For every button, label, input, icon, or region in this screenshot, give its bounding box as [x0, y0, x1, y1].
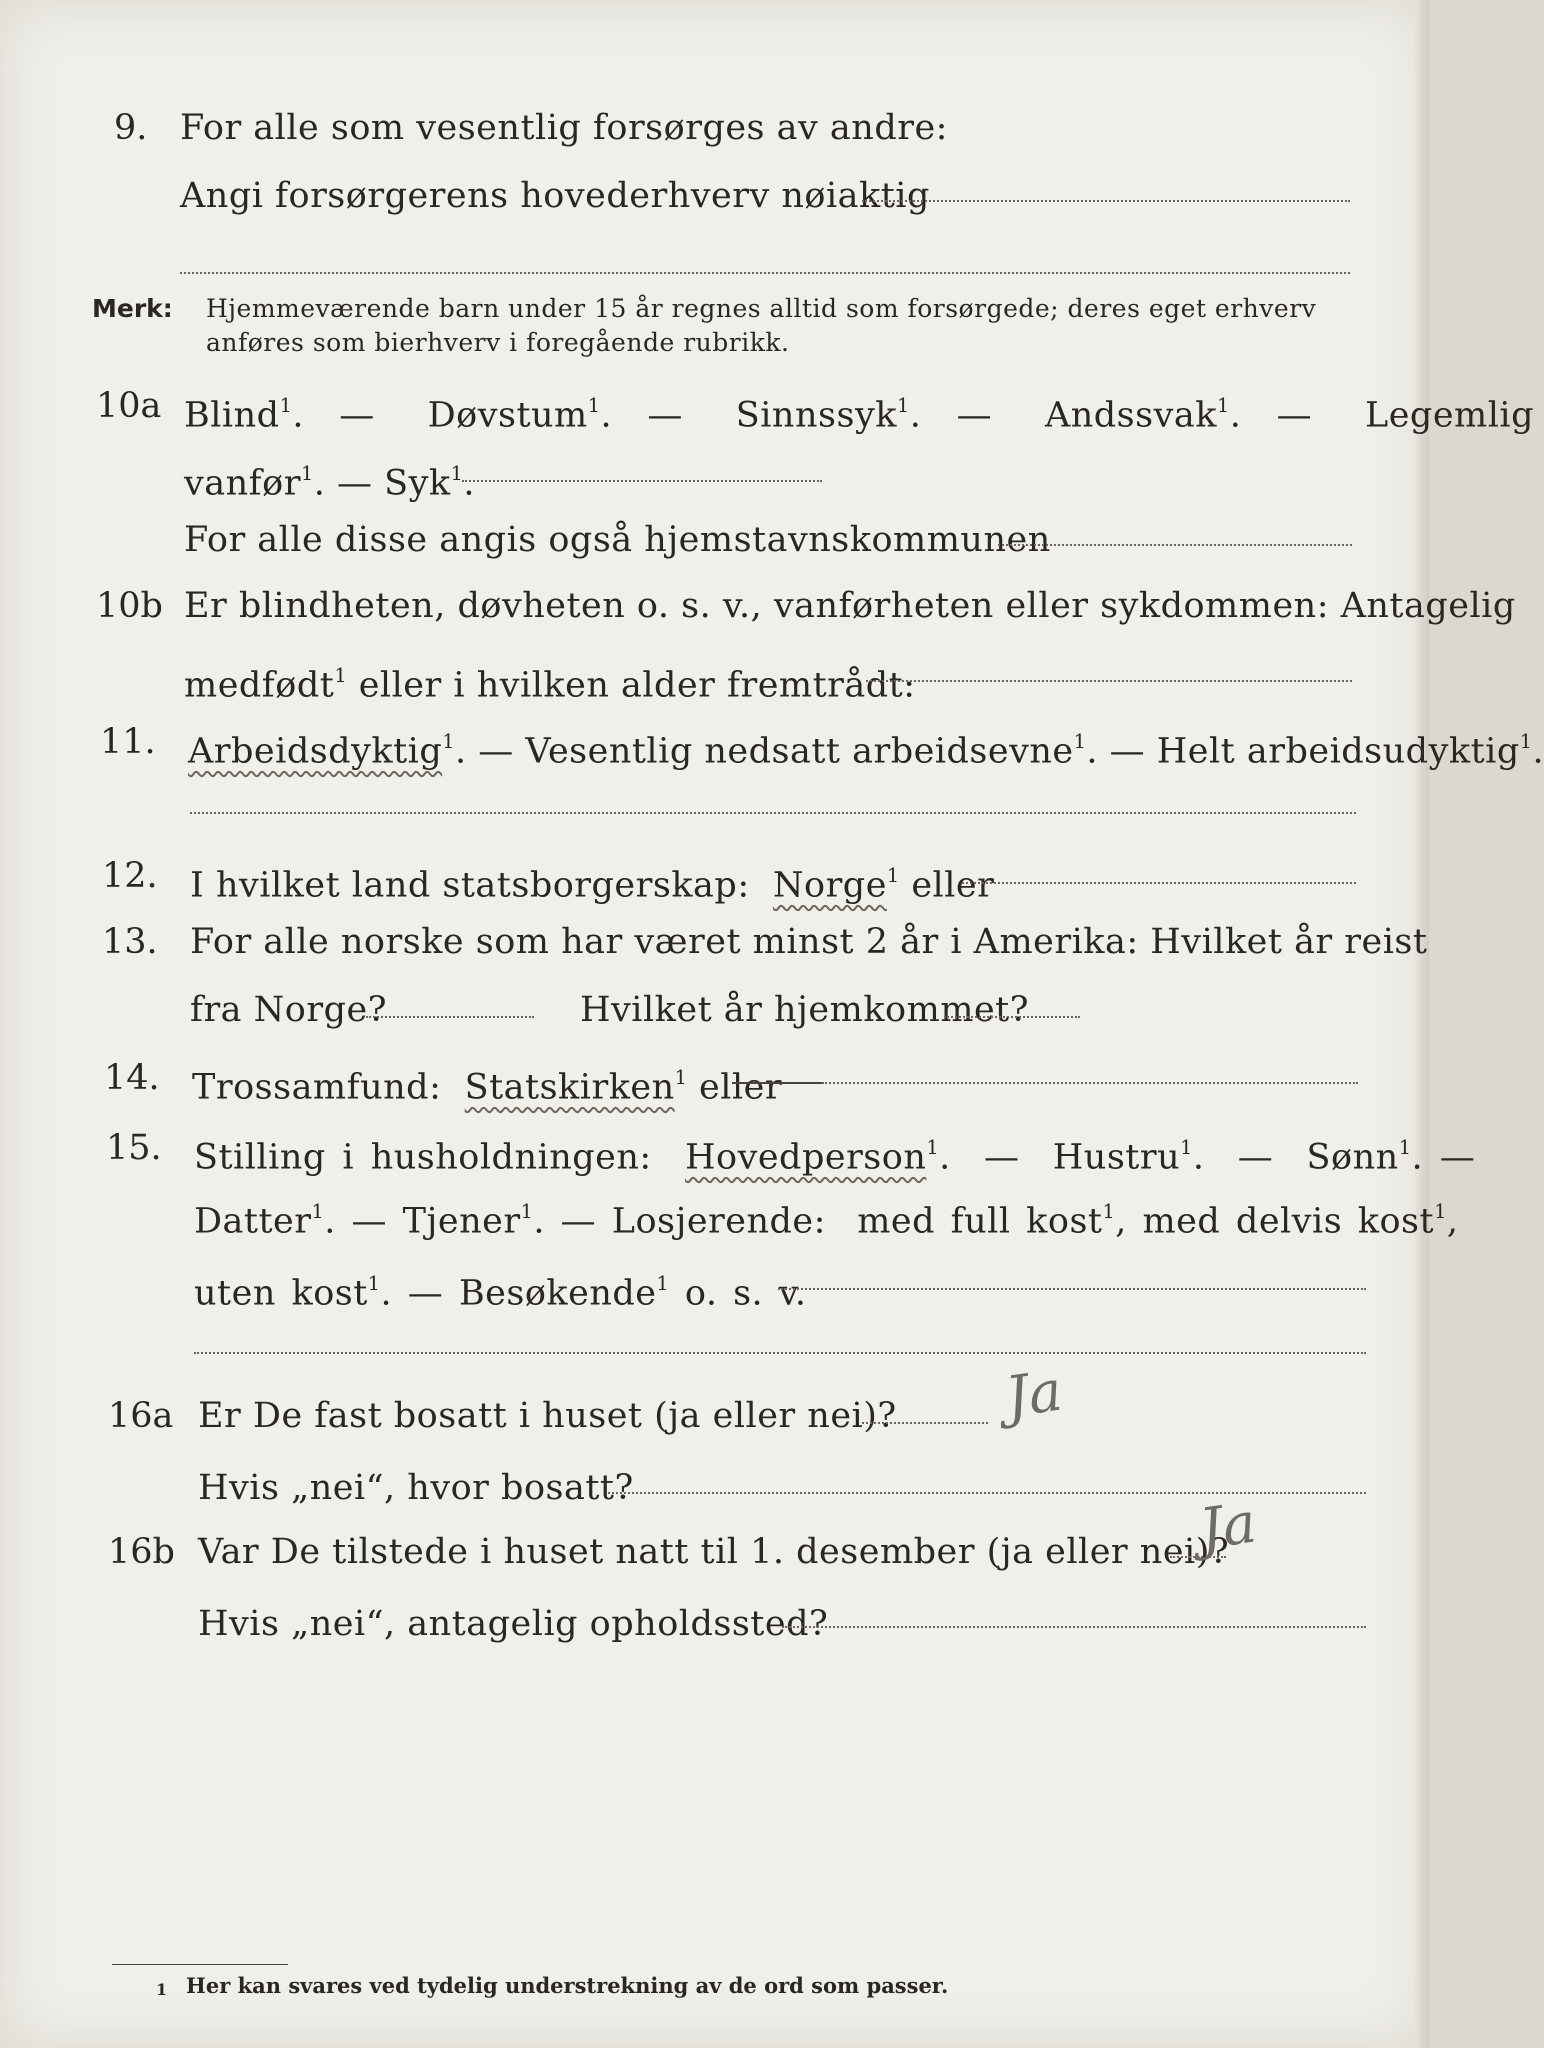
option-utenkost[interactable]: uten kost [194, 1273, 368, 1314]
q12-number: 12. [102, 856, 158, 896]
q10a-line2: vanfør$^1$. — Syk$^1$. [184, 462, 475, 504]
option-dovstum[interactable]: Døvstum [427, 395, 588, 436]
page-edge [1415, 0, 1429, 2048]
q16b-line2: Hvis „nei“, antagelig opholdssted? [198, 1604, 829, 1644]
option-legemlig[interactable]: Legemlig [1364, 395, 1535, 436]
merk-line1: Hjemmeværende barn under 15 år regnes alltid som forsørgede; deres eget erhverv [206, 294, 1317, 323]
option-arbeidsdyktig[interactable]: Arbeidsdyktig [188, 731, 443, 772]
footnote-rule [112, 1964, 288, 1965]
q16a-answer-line[interactable] [862, 1422, 988, 1424]
option-norge[interactable]: Norge [772, 865, 887, 906]
merk-line2: anføres som bierhverv i foregående rubrikk. [206, 328, 790, 357]
option-statskirken[interactable]: Statskirken [464, 1067, 675, 1108]
q9-line2: Angi forsørgerens hovederhverv nøiaktig [180, 176, 930, 216]
q9-line1: For alle som vesentlig forsørges av andre: [180, 108, 948, 148]
q13-fra-line[interactable] [366, 1016, 534, 1018]
q16b-number: 16b [108, 1532, 175, 1572]
q9-answer-line[interactable] [862, 200, 1350, 202]
q15-line2: Datter$^1$. — Tjener$^1$. — Losjerende: med full kost$^1$, med delvis kost$^1$, [194, 1200, 1459, 1242]
q14-line1: Trossamfund: Statskirken$^1$ eller [192, 1066, 783, 1108]
q13-fra: fra Norge? [190, 990, 387, 1030]
q14-number: 14. [104, 1058, 160, 1098]
q15-line1: Stilling i husholdningen: Hovedperson$^1$. — Hustru$^1$. — Sønn$^1$. — [194, 1136, 1476, 1178]
q14-answer-line[interactable] [822, 1082, 1358, 1084]
q10a-syk-line[interactable] [462, 480, 822, 482]
q13-number: 13. [102, 922, 158, 962]
option-vesentlig[interactable]: — Vesentlig nedsatt arbeidsevne [478, 731, 1074, 772]
q15-answer-line[interactable] [778, 1288, 1366, 1290]
option-hovedperson[interactable]: Hovedperson [684, 1137, 927, 1178]
q12-line1: I hvilket land statsborgerskap: Norge$^1$ eller [190, 864, 995, 906]
merk-label: Merk: [92, 294, 173, 323]
option-besokende[interactable]: Besøkende [458, 1273, 657, 1314]
q10b-answer-line[interactable] [866, 680, 1352, 682]
option-sonn[interactable]: Sønn [1306, 1137, 1399, 1178]
q16a-line1: Er De fast bosatt i huset (ja eller nei)? [198, 1396, 897, 1436]
q9-answer-line-2[interactable] [180, 272, 1350, 274]
q16a-handwritten-answer: Ja [1001, 1358, 1067, 1431]
q9-number: 9. [114, 108, 148, 148]
q10a-line3: For alle disse angis også hjemstavnskommunen [184, 520, 1051, 560]
q15-line3: uten kost$^1$. — Besøkende$^1$ o. s. v. [194, 1272, 807, 1314]
q16a-line2: Hvis „nei“, hvor bosatt? [198, 1468, 634, 1508]
q11-line1: Arbeidsdyktig$^1$. — Vesentlig nedsatt arbeidsevne$^1$. — Helt arbeidsudyktig$^1$. [188, 730, 1544, 772]
q15-number: 15. [106, 1128, 162, 1168]
q11-number: 11. [100, 722, 156, 762]
q16a-bosatt-line[interactable] [608, 1492, 1366, 1494]
q11-answer-line[interactable] [190, 812, 1356, 814]
option-blind[interactable]: Blind [184, 395, 280, 436]
q13-hjem-line[interactable] [944, 1016, 1080, 1018]
q16b-line1: Var De tilstede i huset natt til 1. desember (ja eller nei)? [198, 1532, 1230, 1572]
q16b-handwritten-answer: Ja [1195, 1490, 1261, 1563]
q14-short-line [732, 1082, 822, 1084]
q12-answer-line[interactable] [962, 882, 1356, 884]
q10b-line2: medfødt$^1$ eller i hvilken alder fremtrådt: [184, 664, 916, 706]
q10b-number: 10b [96, 586, 163, 626]
option-delviskost[interactable]: med delvis kost [1142, 1201, 1435, 1242]
option-andssvak[interactable]: Andssvak [1044, 395, 1217, 436]
option-fullkost[interactable]: med full kost [857, 1201, 1103, 1242]
option-hustru[interactable]: Hustru [1052, 1137, 1181, 1178]
q16a-number: 16a [108, 1396, 174, 1436]
footnote-text: Her kan svares ved tydelig understrekning av de ord som passer. [186, 1973, 949, 1998]
q10b-line1: Er blindheten, døvheten o. s. v., vanførheten eller sykdommen: Antagelig [184, 586, 1516, 626]
option-sinnssyk[interactable]: Sinnssyk [735, 395, 897, 436]
q10a-number: 10a [96, 386, 162, 426]
option-syk[interactable]: Syk [384, 463, 451, 504]
q13-hjem: Hvilket år hjemkommet? [580, 990, 1030, 1030]
option-datter[interactable]: Datter [194, 1201, 312, 1242]
q13-line1: For alle norske som har været minst 2 år i Amerika: Hvilket år reist [190, 922, 1428, 962]
q16b-opholdssted-line[interactable] [782, 1626, 1366, 1628]
option-vanfor[interactable]: vanfør [184, 463, 301, 504]
option-tjener[interactable]: Tjener [402, 1201, 521, 1242]
footnote-mark: 1 [156, 1980, 168, 1999]
option-medfodt[interactable]: medfødt [184, 665, 335, 706]
option-helt[interactable]: — Helt arbeidsudyktig [1109, 731, 1520, 772]
q10a-answer-line[interactable] [998, 544, 1352, 546]
q10a-line1: Blind$^1$. — Døvstum$^1$. — Sinnssyk$^1$. — Andssvak$^1$. — Legemlig [184, 394, 1535, 436]
q15-answer-line-2[interactable] [194, 1352, 1366, 1354]
